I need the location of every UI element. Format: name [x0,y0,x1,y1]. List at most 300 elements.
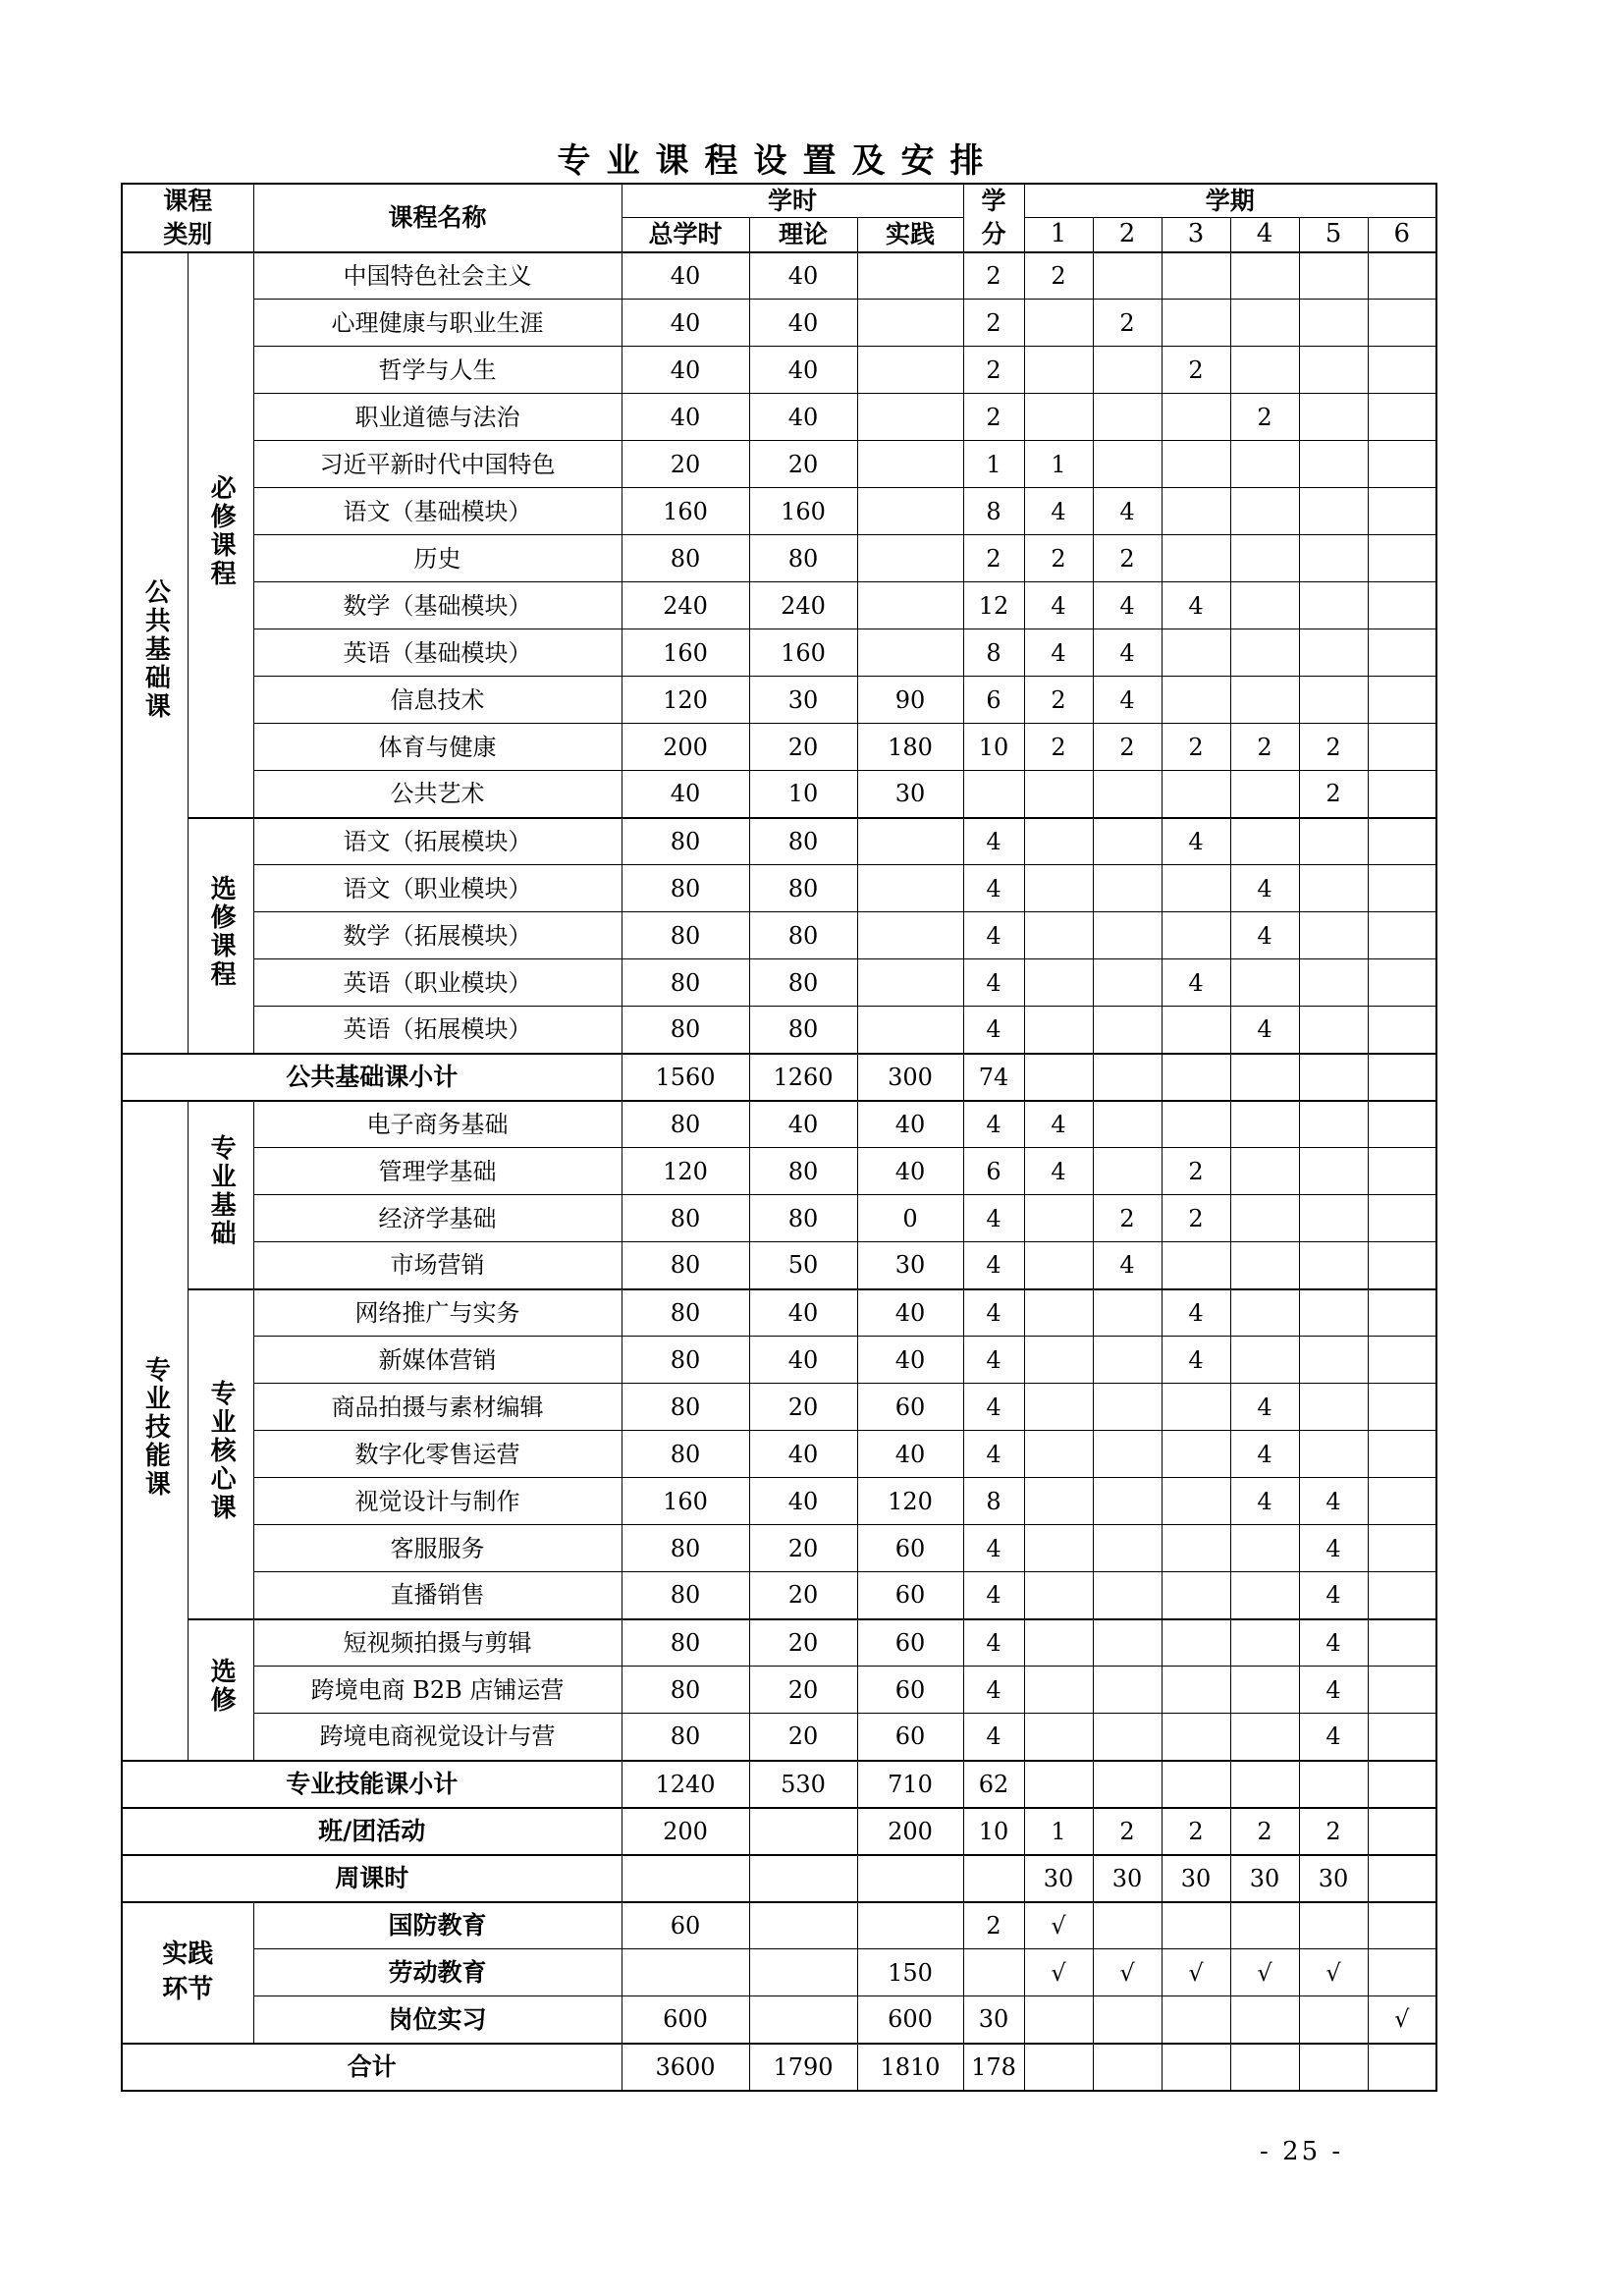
practice-hours-cell: 60 [857,1619,963,1667]
theory-hours-cell: 20 [749,1384,857,1431]
credit-cell: 4 [963,1572,1024,1619]
sem-cell [1368,724,1436,771]
sem-col-header: 1 [1024,217,1093,251]
sem-cell [1299,1007,1368,1054]
sem-cell [1024,1007,1093,1054]
sem-cell [1368,1101,1436,1148]
course-name-cell: 管理学基础 [253,1148,622,1195]
course-name-cell: 语文（职业模块） [253,865,622,912]
sem-cell [1230,2044,1299,2091]
table-row [122,1949,1436,1996]
total-hours-cell: 80 [622,1667,749,1714]
theory-hours-cell: 1790 [749,2044,857,2091]
course-name-cell: 习近平新时代中国特色 [253,441,622,488]
sem-cell [1299,959,1368,1007]
sem-cell [1368,1808,1436,1855]
course-name-cell: 跨境电商 B2B 店铺运营 [253,1667,622,1714]
credit-cell: 2 [963,300,1024,347]
theory-hours-cell [749,1902,857,1949]
sem-cell: 4 [1024,488,1093,535]
sem-cell [1230,347,1299,394]
practice-hours-cell: 60 [857,1667,963,1714]
sem-cell [1093,394,1162,441]
sem-cell [1024,771,1093,818]
sem-cell: 2 [1230,394,1299,441]
sem-cell [1024,1619,1093,1667]
sem-cell [1368,1148,1436,1195]
category-header-label: 课程类别 [163,187,213,248]
practice-hours-cell: 30 [857,1242,963,1289]
sem-cell [1299,488,1368,535]
sem-cell [1093,2044,1162,2091]
sem-cell [1162,1242,1230,1289]
sem-cell [1368,300,1436,347]
sem-cell [1024,1242,1093,1289]
sem-cell [1093,1996,1162,2044]
sem-cell [1093,1337,1162,1384]
course-name-cell: 新媒体营销 [253,1337,622,1384]
sem-cell: 4 [1230,1007,1299,1054]
table-row [122,1148,1436,1195]
sem-cell [1093,1761,1162,1808]
practice-hours-cell [857,629,963,677]
practice-hours-cell: 60 [857,1384,963,1431]
table-row [122,959,1436,1007]
theory-hours-cell: 80 [749,535,857,582]
theory-hours-cell: 20 [749,1667,857,1714]
total-hours-cell: 80 [622,1337,749,1384]
table-row [122,535,1436,582]
total-hours-cell: 160 [622,488,749,535]
credit-cell [963,771,1024,818]
sem-cell [1368,1525,1436,1572]
sem-cell: 2 [1093,300,1162,347]
total-hours-cell: 600 [622,1996,749,2044]
total-hours-cell: 80 [622,865,749,912]
sem-cell [1368,818,1436,865]
sem-cell [1368,912,1436,959]
total-hours-cell: 80 [622,1714,749,1761]
table-row [122,1667,1436,1714]
total-hours-cell [622,1855,749,1902]
sem-cell [1368,1667,1436,1714]
credit-cell: 4 [963,1714,1024,1761]
subcategory-label: 必修课程 [206,474,237,588]
subtotal-row [122,1761,1436,1808]
credit-cell: 8 [963,1478,1024,1525]
sem-cell: 2 [1162,1808,1230,1855]
sem-cell [1299,441,1368,488]
course-name-cell: 劳动教育 [253,1949,622,1996]
sem-cell [1299,2044,1368,2091]
course-name-cell: 短视频拍摄与剪辑 [253,1619,622,1667]
credit-cell: 4 [963,1289,1024,1337]
sem-cell [1299,394,1368,441]
sem-cell [1024,1761,1093,1808]
sem-col-header: 3 [1162,217,1230,251]
sem-cell [1024,1054,1093,1101]
sem-cell [1093,1054,1162,1101]
practice-hours-cell: 30 [857,771,963,818]
sem-cell: 30 [1162,1855,1230,1902]
sem-cell [1368,488,1436,535]
practice-hours-cell: 40 [857,1431,963,1478]
sem-cell: 4 [1230,912,1299,959]
sem-cell: 4 [1162,818,1230,865]
sem-cell: 4 [1299,1667,1368,1714]
sem-cell [1162,1431,1230,1478]
sem-cell [1093,1572,1162,1619]
sem-cell [1368,1195,1436,1242]
sem-cell: 4 [1024,1148,1093,1195]
sem-cell [1024,1572,1093,1619]
sem-cell [1093,1619,1162,1667]
theory-hours-cell: 40 [749,252,857,300]
practice-hours-cell [857,1007,963,1054]
hours-header: 学时 [622,184,963,217]
practice-hours-cell [857,912,963,959]
practice-hours-cell [857,865,963,912]
total-hours-cell: 80 [622,818,749,865]
total-hours-cell: 40 [622,347,749,394]
table-header-row [122,184,1436,217]
sem-cell: 4 [1162,1289,1230,1337]
total-hours-cell: 40 [622,771,749,818]
theory-hours-cell: 20 [749,724,857,771]
sem-cell: 4 [1299,1525,1368,1572]
sem-cell: 4 [1093,582,1162,629]
total-hours-cell: 240 [622,582,749,629]
theory-hours-cell: 80 [749,1148,857,1195]
sem-cell [1230,488,1299,535]
sem-cell [1368,1902,1436,1949]
subcategory-label: 专业基础 [206,1134,237,1248]
theory-hours-cell [749,1996,857,2044]
sem-cell [1162,2044,1230,2091]
sem-cell [1299,629,1368,677]
credit-cell: 4 [963,912,1024,959]
sem-cell [1368,1289,1436,1337]
semester-header: 学期 [1024,184,1436,217]
sem-cell [1162,1572,1230,1619]
sem-col-header: 6 [1368,217,1436,251]
credit-header [963,184,1024,252]
total-hours-cell: 200 [622,1808,749,1855]
credit-cell: 8 [963,488,1024,535]
sem-cell [1368,1337,1436,1384]
sem-cell [1299,300,1368,347]
total-hours-cell: 160 [622,1478,749,1525]
theory-hours-cell: 40 [749,394,857,441]
sem-cell: 2 [1162,347,1230,394]
table-row [122,771,1436,818]
sem-cell [1230,1054,1299,1101]
sem-cell [1093,252,1162,300]
table-row [122,394,1436,441]
total-label: 合计 [122,2044,622,2091]
category-cell-vocational [122,1101,188,1761]
sem-cell: 4 [1299,1714,1368,1761]
sem-cell [1024,1195,1093,1242]
sem-cell: √ [1093,1949,1162,1996]
total-hours-cell: 40 [622,300,749,347]
credit-cell: 4 [963,959,1024,1007]
table-row [122,865,1436,912]
sem-cell [1368,1855,1436,1902]
category-cell-public-base [122,252,188,1054]
total-hours-cell: 3600 [622,2044,749,2091]
sem-cell [1162,865,1230,912]
sem-cell [1368,1949,1436,1996]
subcategory-cell-elective [188,818,253,1054]
weekly-hours-label: 周课时 [122,1855,622,1902]
course-name-cell: 职业道德与法治 [253,394,622,441]
sem-cell: 1 [1024,1808,1093,1855]
theory-hours-cell: 30 [749,677,857,724]
sem-cell [1162,1996,1230,2044]
theory-hours-cell: 80 [749,1195,857,1242]
table-row [122,1007,1436,1054]
credit-cell: 4 [963,1525,1024,1572]
theory-header: 理论 [749,217,857,251]
table-row [122,724,1436,771]
sem-cell [1024,818,1093,865]
total-hours-cell: 40 [622,252,749,300]
course-name-cell: 直播销售 [253,1572,622,1619]
category-header [122,184,253,252]
course-name-cell: 网络推广与实务 [253,1289,622,1337]
sem-cell [1024,300,1093,347]
total-hours-cell: 60 [622,1902,749,1949]
table-row [122,582,1436,629]
credit-cell: 30 [963,1996,1024,2044]
credit-cell: 178 [963,2044,1024,2091]
sem-cell [1162,771,1230,818]
sem-cell: 2 [1093,724,1162,771]
course-name-cell: 跨境电商视觉设计与营 [253,1714,622,1761]
subtotal-row [122,1054,1436,1101]
theory-hours-cell: 80 [749,865,857,912]
total-hours-cell: 80 [622,1431,749,1478]
total-hours-cell: 80 [622,1384,749,1431]
sem-cell [1162,1007,1230,1054]
course-name-cell: 心理健康与职业生涯 [253,300,622,347]
category-label: 实践环节 [162,1940,214,2004]
sem-cell [1162,394,1230,441]
sem-cell: 4 [1162,959,1230,1007]
course-name-cell: 客服服务 [253,1525,622,1572]
practice-hours-cell [857,252,963,300]
sem-cell: 2 [1299,771,1368,818]
sem-cell [1093,865,1162,912]
theory-hours-cell: 20 [749,1572,857,1619]
credit-cell: 10 [963,724,1024,771]
credit-cell: 74 [963,1054,1024,1101]
course-name-cell: 岗位实习 [253,1996,622,2044]
subcategory-label: 专业核心课 [206,1379,237,1522]
table-row [122,347,1436,394]
sem-cell [1299,1431,1368,1478]
sem-cell [1093,1478,1162,1525]
practice-hours-cell [857,347,963,394]
total-hours-cell [622,1949,749,1996]
sem-cell: 4 [1230,865,1299,912]
total-hours-cell: 80 [622,1101,749,1148]
practice-hours-cell: 300 [857,1054,963,1101]
table-row [122,818,1436,865]
sem-cell: √ [1162,1949,1230,1996]
sem-cell [1368,1761,1436,1808]
sem-cell [1368,582,1436,629]
sem-cell: 4 [1093,677,1162,724]
sem-cell [1299,1148,1368,1195]
course-name-cell: 视觉设计与制作 [253,1478,622,1525]
table-row [122,629,1436,677]
sem-cell [1299,582,1368,629]
subcategory-cell-elective-major [188,1619,253,1761]
sem-cell [1368,1619,1436,1667]
course-name-cell: 经济学基础 [253,1195,622,1242]
theory-hours-cell: 80 [749,818,857,865]
table-row [122,1101,1436,1148]
sem-cell: 1 [1024,441,1093,488]
sem-cell [1299,1289,1368,1337]
sem-cell [1162,488,1230,535]
practice-hours-cell: 40 [857,1148,963,1195]
credit-cell: 2 [963,347,1024,394]
course-name-cell: 数学（基础模块） [253,582,622,629]
practice-hours-cell [857,1855,963,1902]
theory-hours-cell: 20 [749,441,857,488]
table-row [122,1289,1436,1337]
practice-hours-cell: 60 [857,1525,963,1572]
sem-cell [1230,441,1299,488]
table-row [122,300,1436,347]
sem-cell: 4 [1299,1619,1368,1667]
total-hours-cell: 80 [622,1195,749,1242]
credit-cell: 4 [963,1007,1024,1054]
sem-cell [1368,441,1436,488]
credit-cell: 4 [963,818,1024,865]
credit-cell: 4 [963,1101,1024,1148]
sem-cell [1162,912,1230,959]
theory-hours-cell: 160 [749,629,857,677]
sem-cell [1162,1714,1230,1761]
sem-cell [1162,1619,1230,1667]
sem-cell [1093,1289,1162,1337]
sem-cell [1368,677,1436,724]
total-hours-cell: 80 [622,1572,749,1619]
subcategory-label: 选修 [206,1658,237,1715]
total-hours-cell: 20 [622,441,749,488]
sem-cell [1024,1667,1093,1714]
sem-cell [1230,1667,1299,1714]
course-name-cell: 哲学与人生 [253,347,622,394]
total-hours-cell: 80 [622,1525,749,1572]
table-row [122,1384,1436,1431]
practice-hours-cell [857,535,963,582]
table-row [122,912,1436,959]
table-row [122,1619,1436,1667]
sem-cell [1024,1525,1093,1572]
course-name-cell: 电子商务基础 [253,1101,622,1148]
total-hours-cell: 40 [622,394,749,441]
sem-cell [1162,1525,1230,1572]
sem-cell: 2 [1162,1195,1230,1242]
category-cell-practice-section [122,1902,253,2044]
practice-hours-cell: 40 [857,1337,963,1384]
sem-cell [1024,912,1093,959]
sem-cell: 4 [1299,1572,1368,1619]
credit-header-label: 学分 [981,187,1006,248]
sem-cell: 4 [1093,488,1162,535]
sem-cell [1162,535,1230,582]
sem-cell [1162,1478,1230,1525]
table-row [122,488,1436,535]
credit-cell: 4 [963,1195,1024,1242]
sem-cell [1162,1101,1230,1148]
sem-cell: 4 [1162,1337,1230,1384]
sem-cell [1093,1902,1162,1949]
sem-cell [1368,1054,1436,1101]
total-hours-cell: 80 [622,535,749,582]
sem-cell [1162,441,1230,488]
theory-hours-cell [749,1855,857,1902]
sem-cell [1299,912,1368,959]
practice-hours-cell [857,1902,963,1949]
practice-hours-cell: 60 [857,1572,963,1619]
sem-cell: 2 [1230,724,1299,771]
subcategory-cell-major-base [188,1101,253,1289]
sem-cell [1162,1667,1230,1714]
table-row [122,1902,1436,1949]
sem-cell [1162,1761,1230,1808]
credit-cell: 2 [963,535,1024,582]
course-name-cell: 市场营销 [253,1242,622,1289]
sem-cell [1368,959,1436,1007]
sem-cell [1093,771,1162,818]
sem-cell [1093,959,1162,1007]
subcategory-cell-major-core [188,1289,253,1619]
sem-cell [1093,1101,1162,1148]
sem-cell [1299,1337,1368,1384]
sem-cell [1368,2044,1436,2091]
sem-cell [1093,912,1162,959]
theory-hours-cell: 160 [749,488,857,535]
sem-cell [1368,394,1436,441]
credit-cell [963,1855,1024,1902]
theory-hours-cell: 20 [749,1525,857,1572]
sem-cell: 4 [1093,1242,1162,1289]
credit-cell: 4 [963,1619,1024,1667]
sem-cell: 4 [1230,1431,1299,1478]
total-hours-cell: 1240 [622,1761,749,1808]
practice-hours-cell: 710 [857,1761,963,1808]
practice-header: 实践 [857,217,963,251]
theory-hours-cell: 530 [749,1761,857,1808]
page-number: - 25 - [1260,2137,1344,2166]
sem-cell: 30 [1024,1855,1093,1902]
sem-cell [1299,535,1368,582]
sem-cell [1299,1101,1368,1148]
total-hours-cell: 80 [622,1007,749,1054]
theory-hours-cell: 20 [749,1714,857,1761]
sem-cell: 4 [1093,629,1162,677]
sem-cell [1093,1148,1162,1195]
sem-cell [1093,818,1162,865]
sem-cell [1093,1667,1162,1714]
sem-cell: 30 [1230,1855,1299,1902]
